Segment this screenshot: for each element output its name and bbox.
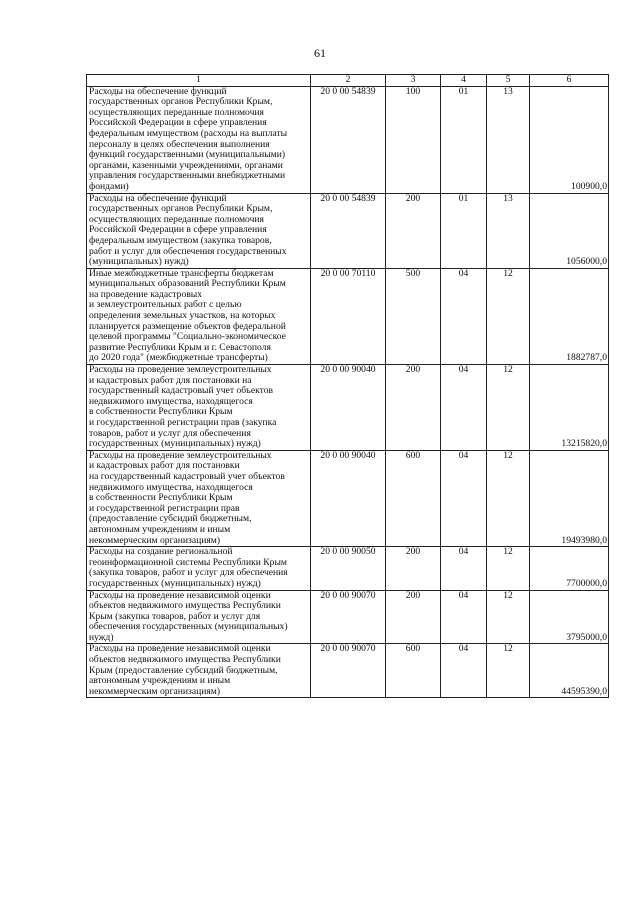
column-header: 5 xyxy=(487,75,530,87)
subsection-code: 12 xyxy=(487,644,530,698)
row-description: Расходы на проведение землеустроительных и кадастровых работ для постановки на государственный кадастровый учет объектов недвижимого имущества, находящегося в собственности Республики Крым и государственной регистрации прав (предоставление субсидий бюджетным, автономным учреждениям и иным некоммерческим организациям) xyxy=(87,450,311,546)
expense-type-code: 500 xyxy=(386,268,441,364)
table-row xyxy=(87,86,609,193)
amount: 1882787,0 xyxy=(530,268,609,364)
subsection-code: 12 xyxy=(487,590,530,644)
expense-type-code: 600 xyxy=(386,644,441,698)
section-code: 04 xyxy=(441,590,487,644)
subsection-code: 12 xyxy=(487,268,530,364)
row-description: Расходы на проведение независимой оценки объектов недвижимого имущества Республики Крым (закупка товаров, работ и услуг для обеспечения государственных (муниципальных) нужд) xyxy=(87,590,311,644)
expense-type-code: 100 xyxy=(386,86,441,193)
amount: 1056000,0 xyxy=(530,193,609,268)
column-header: 1 xyxy=(87,75,311,87)
section-code: 01 xyxy=(441,193,487,268)
target-article-code: 20 0 00 90040 xyxy=(311,450,386,546)
column-header: 2 xyxy=(311,75,386,87)
target-article-code: 20 0 00 70110 xyxy=(311,268,386,364)
target-article-code: 20 0 00 90040 xyxy=(311,365,386,451)
subsection-code: 12 xyxy=(487,547,530,590)
section-code: 04 xyxy=(441,644,487,698)
table-row xyxy=(87,193,609,268)
column-header: 4 xyxy=(441,75,487,87)
table-row xyxy=(87,268,609,364)
table-header-row xyxy=(87,75,609,87)
column-header: 6 xyxy=(530,75,609,87)
column-header: 3 xyxy=(386,75,441,87)
amount: 100900,0 xyxy=(530,86,609,193)
target-article-code: 20 0 00 90070 xyxy=(311,644,386,698)
table-row xyxy=(87,644,609,698)
subsection-code: 12 xyxy=(487,365,530,451)
subsection-code: 12 xyxy=(487,450,530,546)
row-description: Расходы на проведение независимой оценки объектов недвижимого имущества Республики Крым (предоставление субсидий бюджетным, автономным учреждениям и иным некоммерческим организациям) xyxy=(87,644,311,698)
expense-type-code: 200 xyxy=(386,193,441,268)
target-article-code: 20 0 00 54839 xyxy=(311,193,386,268)
section-code: 04 xyxy=(441,268,487,364)
row-description: Расходы на проведение землеустроительных и кадастровых работ для постановки на государственный кадастровый учет объектов недвижимого имущества, находящегося в собственности Республики Крым и государственной регистрации прав (закупка товаров, работ и услуг для обеспечения государственных (муниципальных) нужд) xyxy=(87,365,311,451)
row-description: Расходы на обеспечение функций государственных органов Республики Крым, осуществляющих переданные полномочия Российской Федерации в сфере управления федеральным имуществом (расходы на выплаты персоналу в целях обеспечения выполнения функций государственными (муниципальными) органами, казенными учреждениями, органами управления государственными внебюджетными фондами) xyxy=(87,86,311,193)
amount: 13215820,0 xyxy=(530,365,609,451)
budget-table xyxy=(86,74,609,698)
page-number: 61 xyxy=(314,46,326,60)
target-article-code: 20 0 00 90050 xyxy=(311,547,386,590)
amount: 19493980,0 xyxy=(530,450,609,546)
table-row xyxy=(87,365,609,451)
subsection-code: 13 xyxy=(487,193,530,268)
section-code: 01 xyxy=(441,86,487,193)
expense-type-code: 200 xyxy=(386,365,441,451)
table-row xyxy=(87,547,609,590)
section-code: 04 xyxy=(441,365,487,451)
section-code: 04 xyxy=(441,547,487,590)
expense-type-code: 600 xyxy=(386,450,441,546)
section-code: 04 xyxy=(441,450,487,546)
amount: 3795000,0 xyxy=(530,590,609,644)
amount: 44595390,0 xyxy=(530,644,609,698)
amount: 7700000,0 xyxy=(530,547,609,590)
subsection-code: 13 xyxy=(487,86,530,193)
expense-type-code: 200 xyxy=(386,590,441,644)
table-row xyxy=(87,450,609,546)
row-description: Иные межбюджетные трансферты бюджетам муниципальных образований Республики Крым на проведение кадастровых и землеустроительных работ с целью определения земельных участков, на которых планируется размещение объектов федеральной целевой программы "Социально-экономическое развитие Республики Крым и г. Севастополя до 2020 года" (межбюджетные трансферты) xyxy=(87,268,311,364)
target-article-code: 20 0 00 54839 xyxy=(311,86,386,193)
expense-type-code: 200 xyxy=(386,547,441,590)
row-description: Расходы на создание региональной геоинформационной системы Республики Крым (закупка товаров, работ и услуг для обеспечения государственных (муниципальных) нужд) xyxy=(87,547,311,590)
table-row xyxy=(87,590,609,644)
row-description: Расходы на обеспечение функций государственных органов Республики Крым, осуществляющих переданные полномочия Российской Федерации в сфере управления федеральным имуществом (закупка товаров, работ и услуг для обеспечения государственных (муниципальных) нужд) xyxy=(87,193,311,268)
target-article-code: 20 0 00 90070 xyxy=(311,590,386,644)
